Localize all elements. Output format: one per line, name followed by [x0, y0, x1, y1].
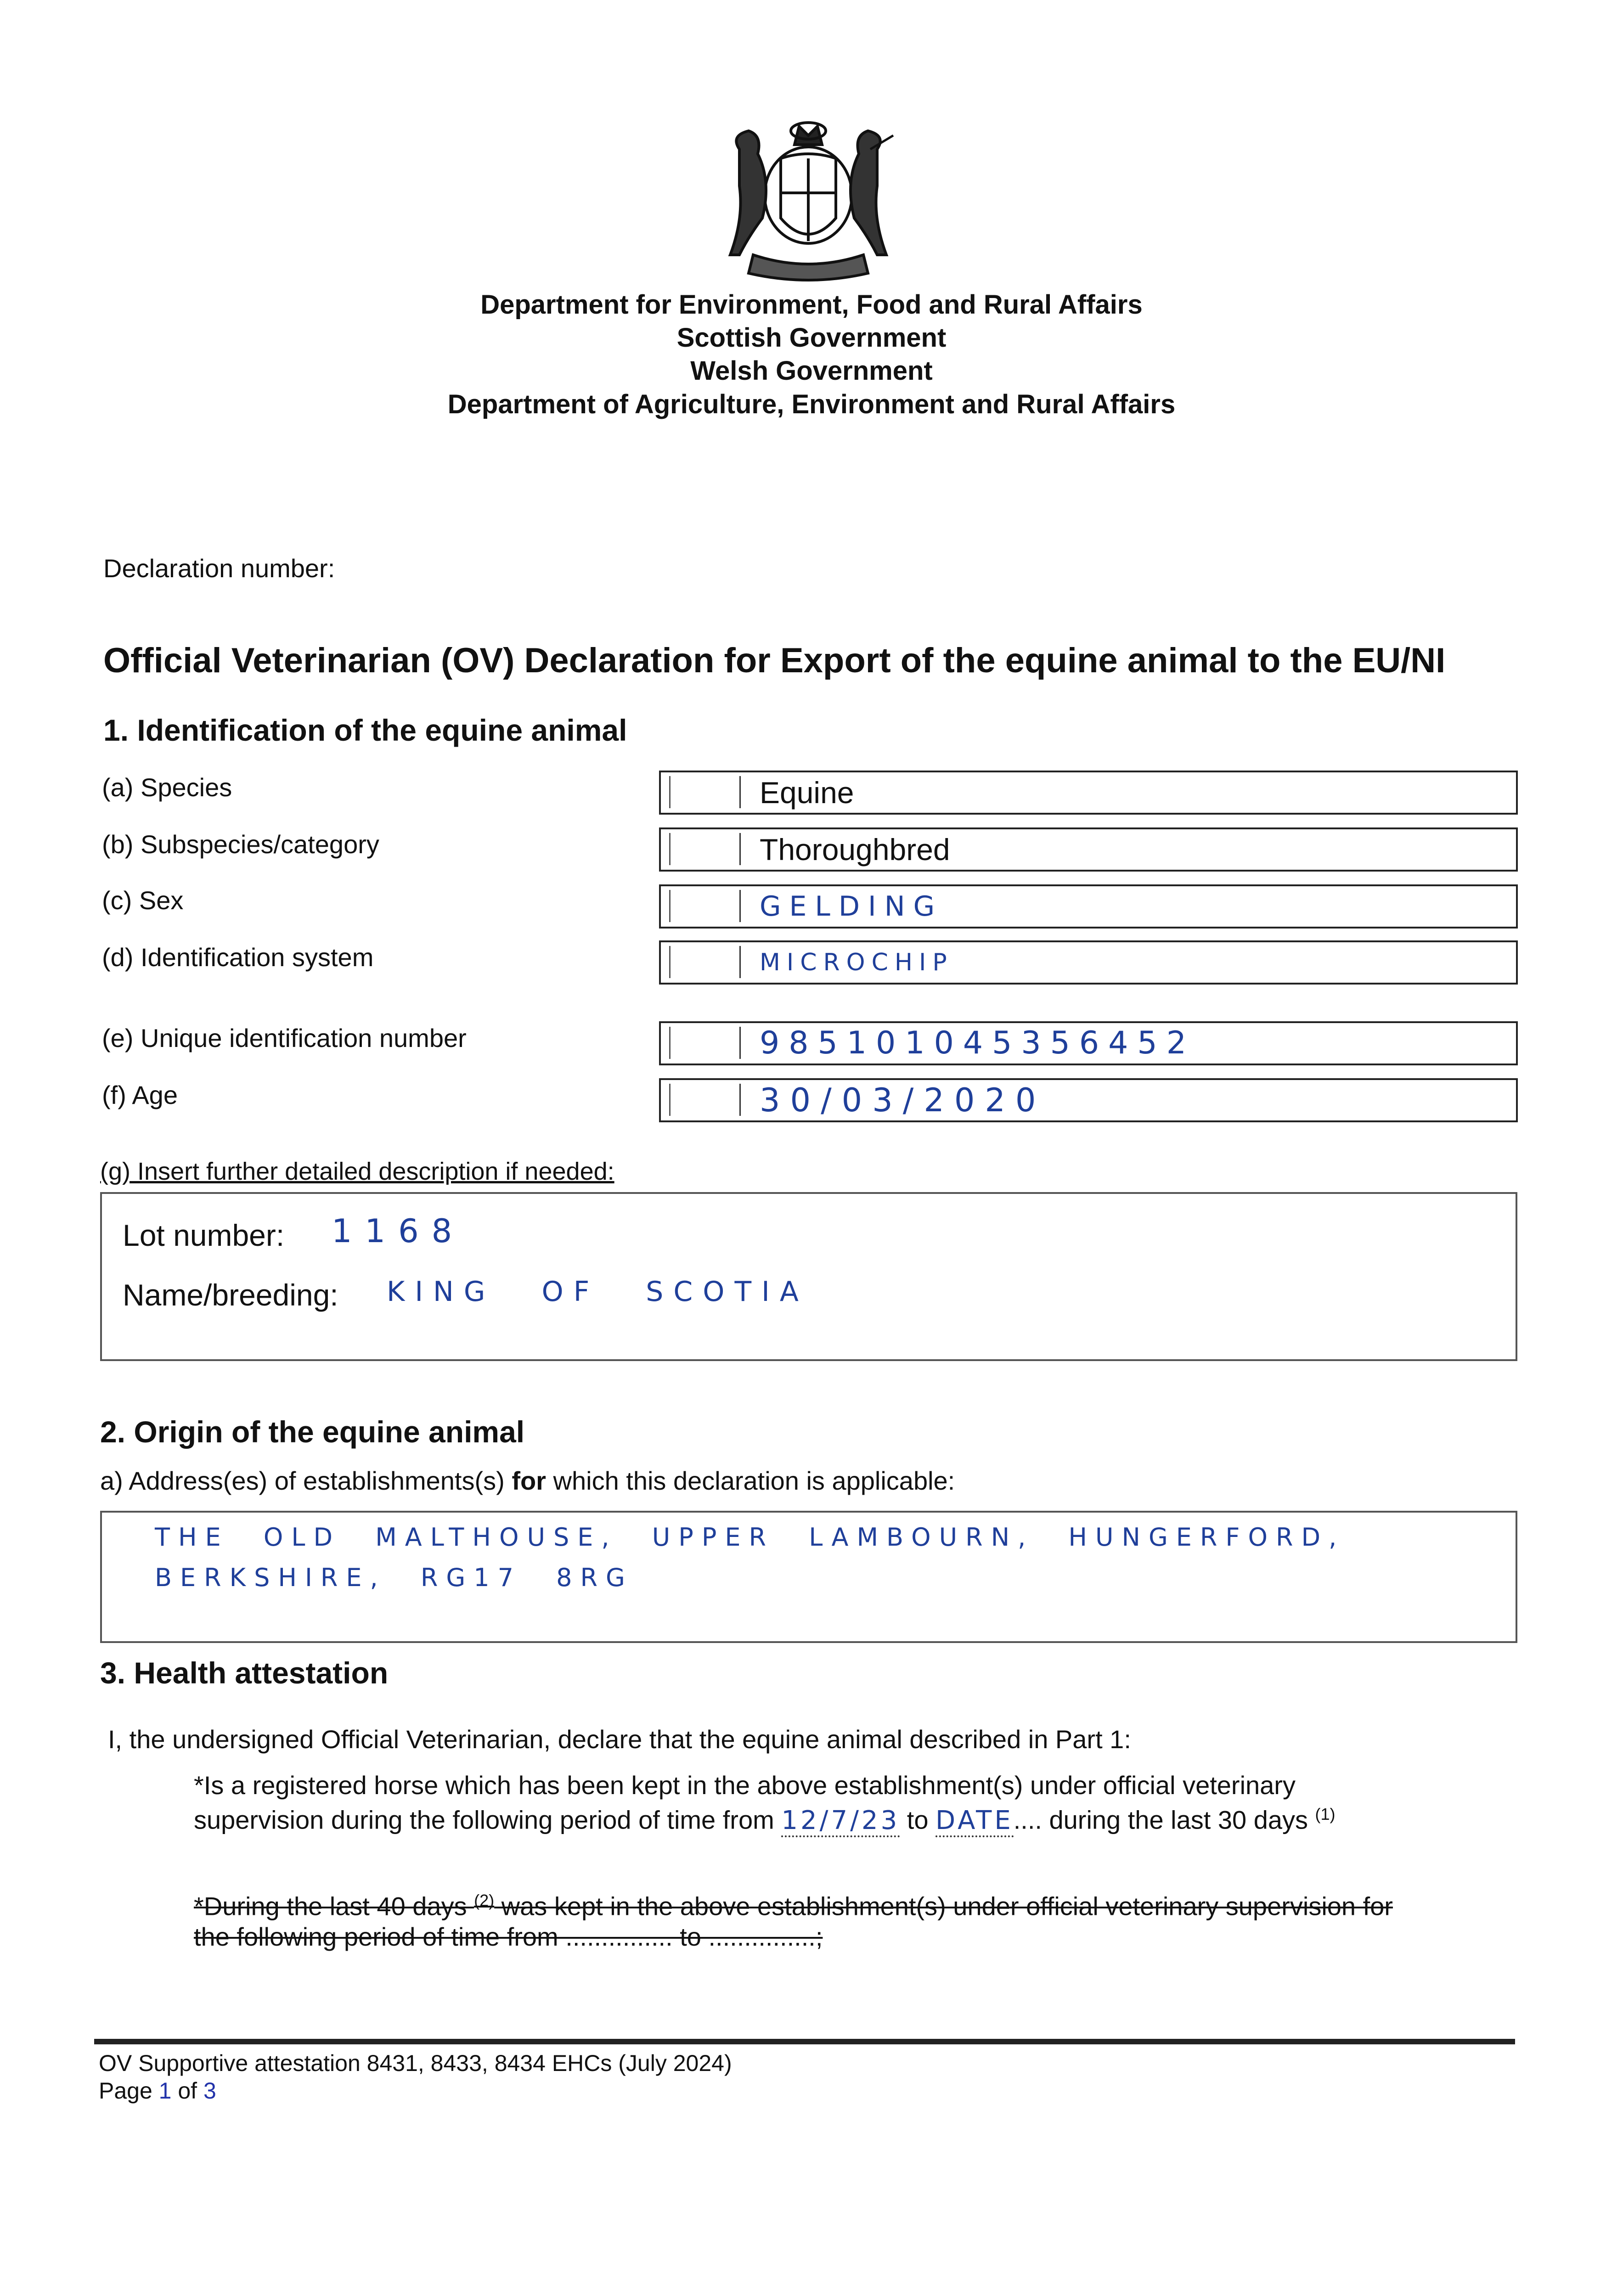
department-name: Welsh Government [690, 356, 933, 386]
section-2-heading: 2. Origin of the equine animal [100, 1415, 525, 1449]
lot-number-label: Lot number: [123, 1218, 285, 1252]
to-date-value: DATE [935, 1806, 1014, 1837]
attestation-para-1-line-1: *Is a registered horse which has been kept in the above establishment(s) under official veterinary [194, 1771, 1296, 1800]
from-date-value: 12/7/23 [781, 1806, 900, 1837]
footer-reference: OV Supportive attestation 8431, 8433, 8434 EHCs (July 2024) [99, 2050, 732, 2076]
section-3-heading: 3. Health attestation [100, 1656, 389, 1690]
name-breeding-value: KING OF SCOTIA [387, 1276, 809, 1308]
department-name: Scottish Government [676, 323, 947, 353]
further-description-label: (g) Insert further detailed description if needed: [100, 1158, 614, 1185]
age-value: 30/03/2020 [760, 1081, 1046, 1119]
royal-coat-of-arms-icon [712, 117, 905, 282]
identification-system-value: MICROCHIP [760, 949, 953, 976]
section-1-heading: 1. Identification of the equine animal [103, 713, 627, 747]
address-line-1: THE OLD MALTHOUSE, UPPER LAMBOURN, HUNGERFORD, [155, 1523, 1345, 1552]
unique-id-value: 985101045356452 [760, 1025, 1195, 1061]
species-value: Equine [760, 776, 854, 810]
lot-number-value: 1168 [332, 1212, 465, 1250]
address-line-2: BERKSHIRE, RG17 8RG [155, 1563, 633, 1592]
species-label: (a) Species [102, 773, 232, 802]
page-number: Page 1 of 3 [99, 2078, 216, 2104]
unique-id-label: (e) Unique identification number [102, 1024, 467, 1052]
department-name: Department for Environment, Food and Rural Affairs [480, 290, 1143, 320]
further-description-box[interactable] [100, 1192, 1517, 1361]
subspecies-field[interactable] [659, 827, 1518, 872]
sex-label: (c) Sex [102, 886, 184, 915]
name-breeding-label: Name/breeding: [123, 1278, 338, 1312]
age-field[interactable] [659, 1078, 1518, 1122]
department-name: Department of Agriculture, Environment and Rural Affairs [447, 389, 1176, 419]
document-title: Official Veterinarian (OV) Declaration for Export of the equine animal to the EU/NI [103, 641, 1446, 680]
identification-system-label: (d) Identification system [102, 943, 374, 972]
address-label: a) Address(es) of establishments(s) for which this declaration is applicable: [100, 1466, 955, 1495]
unique-id-field[interactable] [659, 1021, 1518, 1065]
species-field[interactable] [659, 771, 1518, 815]
sex-field[interactable] [659, 884, 1518, 929]
address-box[interactable] [100, 1511, 1517, 1643]
identification-system-field[interactable] [659, 940, 1518, 985]
attestation-para-2-line-1: *During the last 40 days $^{(2)}$ was kept in the above establishment(s) under official veterinary supervision for [194, 1891, 1393, 1921]
age-label: (f) Age [102, 1080, 178, 1109]
attestation-intro: I, the undersigned Official Veterinarian, declare that the equine animal described in Part 1: [108, 1725, 1131, 1754]
attestation-para-2-line-2: the following period of time from ............... to ...............; [194, 1922, 823, 1951]
sex-value: GELDING [760, 890, 943, 923]
subspecies-label: (b) Subspecies/category [102, 830, 379, 859]
declaration-number-label: Declaration number: [103, 554, 335, 583]
footer-rule [94, 2039, 1515, 2044]
attestation-para-1-line-2: supervision during the following period of time from 12/7/23 to DATE.... during the last 30 days $^{(1)}$ [194, 1805, 1336, 1835]
subspecies-value: Thoroughbred [760, 833, 950, 867]
